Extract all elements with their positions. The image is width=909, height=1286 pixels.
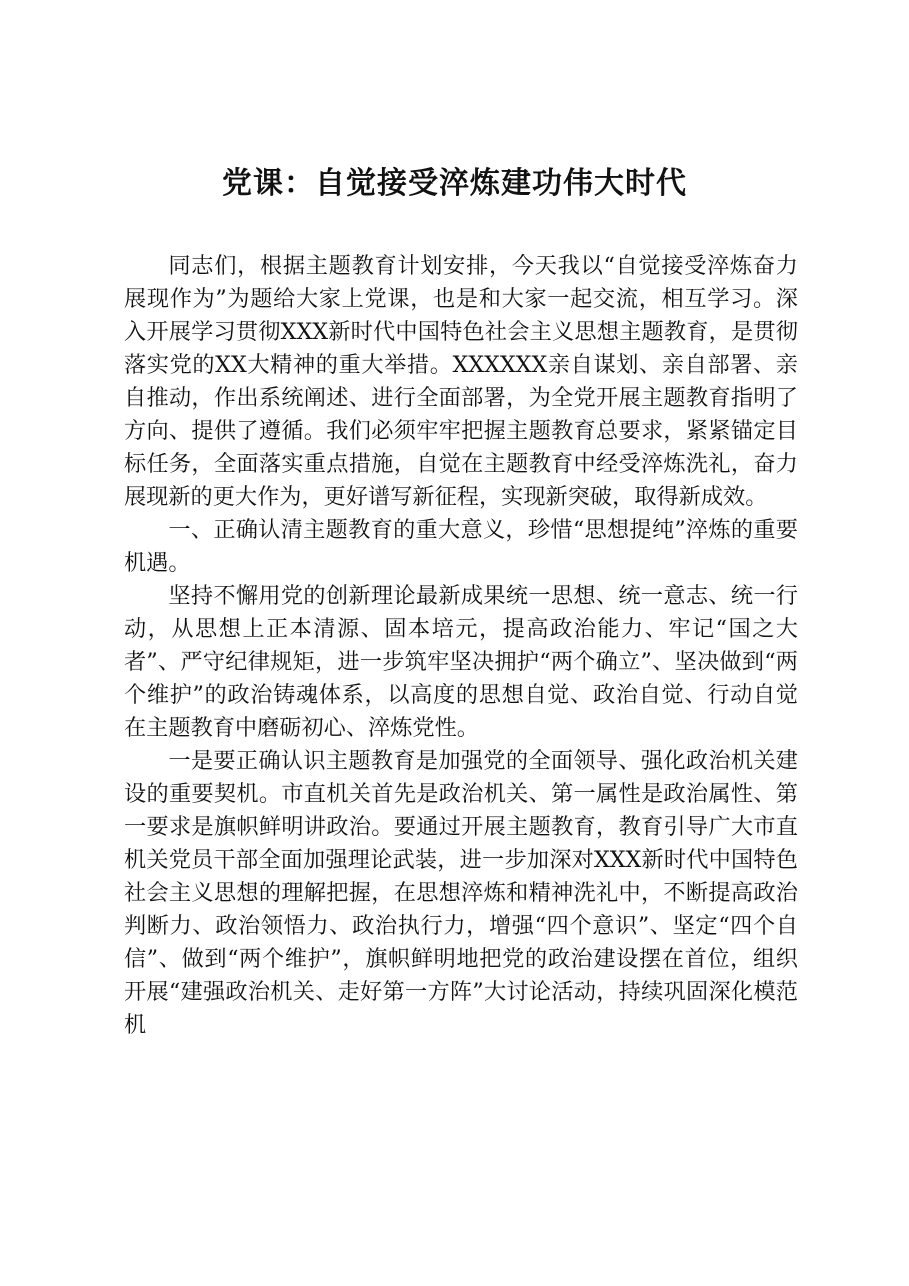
paragraph-section-heading: 一、正确认清主题教育的重大意义，珍惜“思想提纯”淬炼的重要机遇。 [124,517,798,576]
paragraph-intro: 同志们，根据主题教育计划安排，今天我以“自觉接受淬炼奋力展现作为”为题给大家上党课，也是和大家一起交流，相互学习。深入开展学习贯彻XXX新时代中国特色社会主义思想主题教育，是贯彻落实党的XX大精神的重大举措。XXXXXX亲自谋划、亲自部署、亲自推动，作出系统阐述、进行全面部署，为全党开展主题教育指明了方向、提供了遵循。我们必须牢牢把握主题教育总要求，紧紧锚定目标任务，全面落实重点措施，自觉在主题教育中经受淬炼洗礼，奋力展现新的更大作为，更好谱写新征程，实现新突破，取得新成效。 [124,253,798,510]
document-body [124,250,798,1042]
document-title: 党课：自觉接受淬炼建功伟大时代 [222,166,687,201]
paragraph-section-body: 坚持不懈用党的创新理论最新成果统一思想、统一意志、统一行动，从思想上正本清源、固本培元，提高政治能力、牢记“国之大者”、严守纪律规矩，进一步筑牢坚决拥护“两个确立”、坚决做到“两个维护”的政治铸魂体系，以高度的思想自觉、政治自觉、行动自觉在主题教育中磨砺初心、淬炼党性。 [124,583,798,741]
paragraph-point-one: 一是要正确认识主题教育是加强党的全面领导、强化政治机关建设的重要契机。市直机关首先是政治机关、第一属性是政治属性、第一要求是旗帜鲜明讲政治。要通过开展主题教育，教育引导广大市直机关党员干部全面加强理论武装，进一步加深对XXX新时代中国特色社会主义思想的理解把握，在思想淬炼和精神洗礼中，不断提高政治判断力、政治领悟力、政治执行力，增强“四个意识”、坚定“四个自信”、做到“两个维护”，旗帜鲜明地把党的政治建设摆在首位，组织开展“建强政治机关、走好第一方阵”大讨论活动，持续巩固深化模范机 [124,748,798,1038]
